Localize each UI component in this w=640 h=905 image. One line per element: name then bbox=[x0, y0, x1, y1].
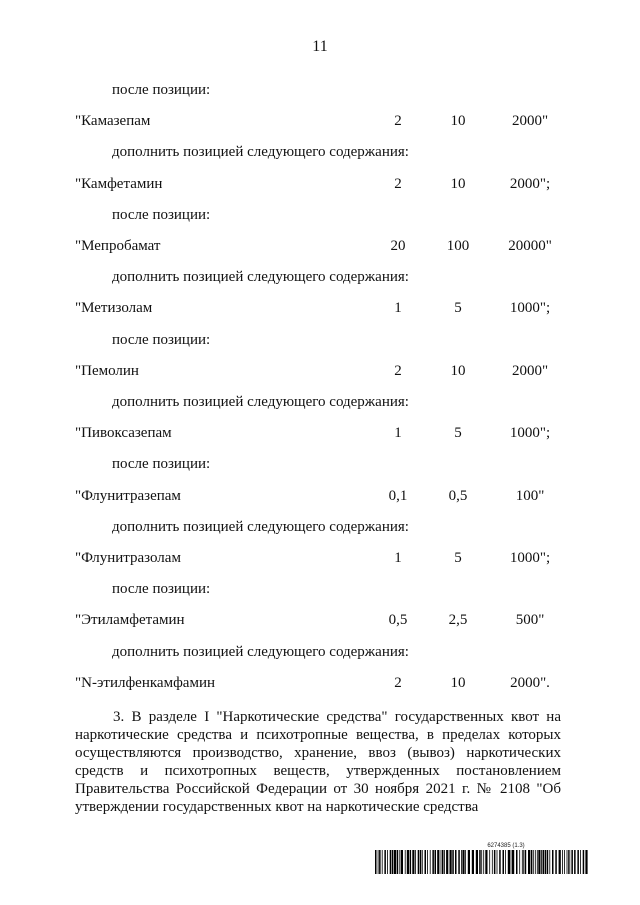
substance-entry bbox=[0, 612, 640, 632]
quota-value-2: 0,5 bbox=[448, 487, 468, 504]
substance-name: "Мепробамат bbox=[75, 238, 161, 254]
quota-value-3: 2000" bbox=[511, 362, 549, 379]
quota-value-2: 2,5 bbox=[448, 612, 468, 629]
instruction-line bbox=[0, 519, 640, 539]
substance-name: "N-этилфенкамфамин bbox=[75, 674, 215, 691]
quota-value-1: 2 bbox=[394, 362, 402, 379]
body-paragraph: 3. В разделе I "Наркотические средства" государственных квот на наркотические средства и психотропные вещества, в пределах которых осуществляются производство, хранение, ввоз (вывоз) наркотических средств и психотропных веществ, утвержденных постановлением Правительства Российской Федерации от 30 ноября 2021 г. № 2108 "Об утверждении государственных квот на наркотические средства bbox=[75, 709, 561, 815]
substance-name: "Метизолам bbox=[75, 300, 153, 317]
instruction-text: после позиции: bbox=[112, 82, 211, 98]
quota-value-3: 100" bbox=[515, 487, 545, 504]
instruction-text: после позиции: bbox=[112, 456, 211, 473]
instruction-line bbox=[0, 207, 640, 227]
quota-value-2: 10 bbox=[450, 362, 466, 379]
instruction-line bbox=[0, 394, 640, 414]
quota-value-2: 5 bbox=[454, 300, 462, 317]
quota-value-1: 0,1 bbox=[388, 487, 408, 504]
instruction-text: дополнить позицией следующего содержания: bbox=[112, 394, 409, 410]
quota-value-2: 5 bbox=[454, 550, 462, 566]
quota-value-2: 10 bbox=[450, 674, 466, 691]
instruction-line bbox=[0, 581, 640, 601]
quota-value-1: 2 bbox=[394, 674, 402, 691]
instruction-line bbox=[0, 82, 640, 102]
substance-entry bbox=[0, 300, 640, 320]
quota-value-2: 10 bbox=[450, 175, 466, 192]
substance-entry bbox=[0, 550, 640, 570]
quota-value-1: 20 bbox=[390, 238, 406, 254]
instruction-text: дополнить позицией следующего содержания: bbox=[112, 643, 409, 660]
quota-value-3: 2000"; bbox=[509, 175, 551, 192]
substance-entry bbox=[0, 488, 640, 508]
page-number: 11 bbox=[312, 38, 328, 55]
quota-value-2: 10 bbox=[450, 113, 466, 130]
instruction-line bbox=[0, 456, 640, 476]
substance-entry bbox=[0, 363, 640, 383]
instruction-line bbox=[0, 644, 640, 664]
quota-value-1: 0,5 bbox=[388, 612, 408, 629]
quota-value-3: 1000"; bbox=[509, 425, 551, 442]
barcode bbox=[375, 850, 590, 874]
instruction-line bbox=[0, 269, 640, 289]
instruction-text: дополнить позицией следующего содержания: bbox=[112, 518, 409, 535]
substance-entry bbox=[0, 113, 640, 133]
quota-value-3: 500" bbox=[515, 612, 545, 629]
substance-name: "Камазепам bbox=[75, 113, 151, 130]
instruction-text: после позиции: bbox=[112, 206, 211, 223]
quota-value-3: 1000"; bbox=[509, 550, 551, 566]
substance-entry bbox=[0, 238, 640, 258]
instruction-text: после позиции: bbox=[112, 581, 211, 598]
substance-name: "Камфетамин bbox=[75, 175, 163, 192]
quota-value-1: 1 bbox=[394, 425, 402, 442]
substance-entry bbox=[0, 425, 640, 445]
quota-value-1: 2 bbox=[394, 175, 402, 192]
substance-name: "Флунитразепам bbox=[75, 487, 181, 504]
quota-value-1: 2 bbox=[394, 113, 402, 130]
quota-value-2: 100 bbox=[446, 238, 470, 254]
substance-entry bbox=[0, 675, 640, 695]
substance-name: "Пивоксазепам bbox=[75, 425, 172, 442]
instruction-text: после позиции: bbox=[112, 331, 211, 348]
quota-value-3: 1000"; bbox=[509, 300, 551, 317]
quota-value-2: 5 bbox=[454, 425, 462, 442]
quota-value-3: 20000" bbox=[508, 238, 552, 254]
quota-value-3: 2000". bbox=[510, 674, 550, 691]
substance-name: "Этиламфетамин bbox=[75, 612, 185, 629]
quota-value-1: 1 bbox=[394, 550, 402, 566]
quota-value-3: 2000" bbox=[511, 113, 549, 130]
substance-name: "Пемолин bbox=[75, 362, 139, 379]
instruction-line bbox=[0, 144, 640, 164]
instruction-text: дополнить позицией следующего содержания: bbox=[112, 144, 409, 161]
substance-name: "Флунитразолам bbox=[75, 550, 181, 566]
instruction-line bbox=[0, 332, 640, 352]
document-code: 6274385 (1.3) bbox=[487, 843, 525, 849]
quota-value-1: 1 bbox=[394, 300, 402, 317]
instruction-text: дополнить позицией следующего содержания: bbox=[112, 269, 409, 286]
substance-entry bbox=[0, 176, 640, 196]
